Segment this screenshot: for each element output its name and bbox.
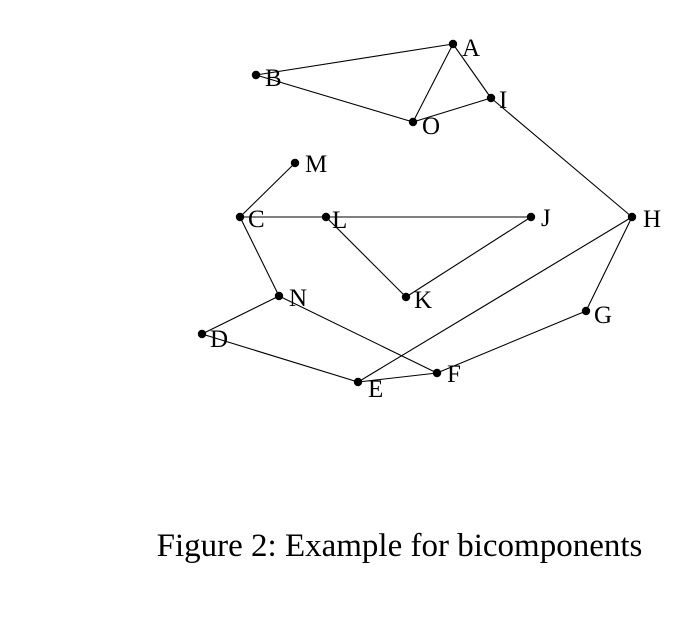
node-N (275, 292, 283, 300)
node-label-C: C (248, 206, 265, 233)
node-D (198, 330, 206, 338)
edge-K-J (406, 217, 531, 297)
edge-E-H (358, 217, 632, 382)
node-label-E: E (368, 376, 384, 403)
node-label-M: M (305, 151, 328, 178)
node-G (582, 307, 590, 315)
node-label-N: N (289, 285, 308, 312)
node-E (354, 378, 362, 386)
node-label-K: K (414, 287, 433, 314)
node-A (449, 40, 457, 48)
node-label-H: H (643, 206, 662, 233)
node-label-B: B (265, 65, 282, 92)
node-L (322, 213, 330, 221)
node-F (433, 369, 441, 377)
edge-A-O (413, 44, 453, 122)
node-label-I: I (499, 87, 508, 114)
node-label-A: A (462, 35, 481, 62)
node-label-D: D (210, 326, 229, 353)
node-H (628, 213, 636, 221)
edge-A-B (256, 44, 453, 75)
edge-I-H (491, 98, 632, 217)
node-label-F: F (447, 361, 461, 388)
node-C (236, 213, 244, 221)
node-label-G: G (594, 302, 613, 329)
node-B (252, 71, 260, 79)
node-I (487, 94, 495, 102)
node-K (402, 293, 410, 301)
node-O (409, 118, 417, 126)
node-label-J: J (541, 205, 551, 232)
node-M (291, 159, 299, 167)
node-J (527, 213, 535, 221)
figure-caption: Figure 2: Example for bicomponents (156, 528, 643, 564)
node-label-L: L (332, 207, 348, 234)
node-label-O: O (422, 113, 441, 140)
